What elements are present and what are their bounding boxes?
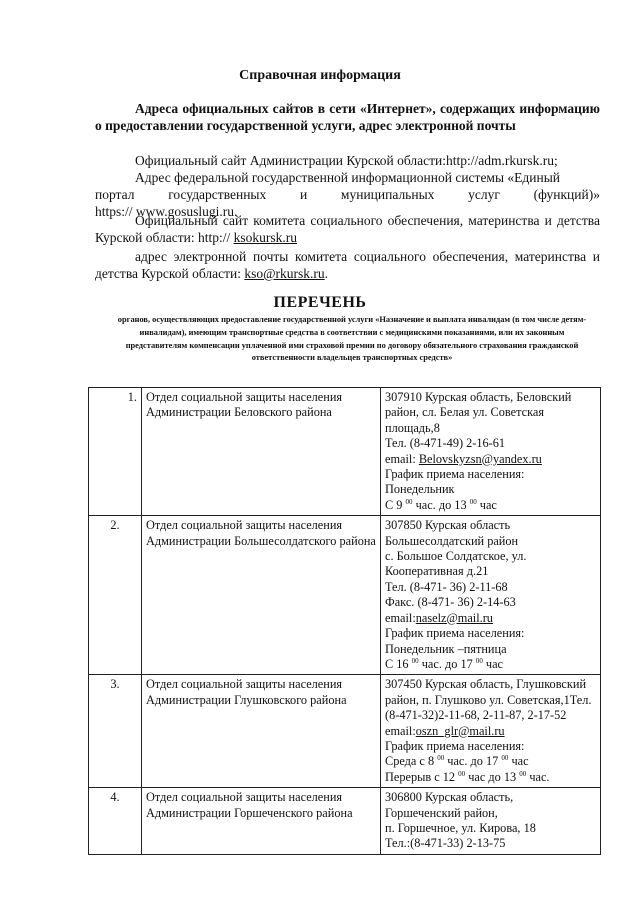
list-subtitle: органов, осуществляющих предоставление государственной услуги «Назначение и выплата инвалидам (в том числе детям-инвалидам), имеющим транспортные средства в соответствии с медицинскими показаниями, или их законным представителям компенсации уплаченной ими страховой премии по договору обязательного страхования гражданской ответственности владельцев транспортных средств» <box>117 315 587 363</box>
word: и <box>299 187 308 202</box>
schedule-days: Понедельник <box>385 482 455 497</box>
committee-email-text: адрес электронной почты комитета социального обеспечения, материнства и детства Курской области: <box>95 249 600 281</box>
email-line <box>385 611 596 626</box>
address: 307450 Курская область, Глушковский район, п. Глушково ул. Советская,1Тел. (8-471-32)2-11-68, 2-11-87, 2-17-52 <box>385 677 592 723</box>
committee-site-paragraph <box>95 212 600 246</box>
email-label: email: <box>385 610 416 625</box>
address: 307910 Курская область, Беловский район, сл. Белая ул. Советская площадь,8 <box>385 390 572 435</box>
address: 307850 Курская область <box>385 518 511 533</box>
schedule-label: График приема населения: <box>385 467 525 482</box>
word: муниципальных <box>340 187 435 202</box>
org-name: Отдел социальной защиты населения Администрации Глушковского района <box>142 675 381 788</box>
address: с. Большое Солдатское, ул. Кооперативная д.21 <box>385 549 527 579</box>
schedule-time: С 9 $^{00}$ час. до 13 $^{00}$ час <box>385 497 497 512</box>
email-line <box>385 724 596 739</box>
break-time: Перерыв с 12 $^{00}$ час до 13 $^{00}$ час. <box>385 769 550 784</box>
address: 306800 Курская область, <box>385 790 514 805</box>
word: (функций)» <box>533 187 600 202</box>
email-link[interactable]: naselz@mail.ru <box>415 610 493 625</box>
schedule-time: С 16 $^{00}$ час. до 17 $^{00}$ час <box>385 656 504 671</box>
sites-heading: Адреса официальных сайтов в сети «Интернет», содержащих информацию о предоставлении государственной услуги, адрес электронной почты <box>95 101 600 133</box>
org-name: Отдел социальной защиты населения Администрации Горшеченского района <box>142 788 381 855</box>
committee-email-link[interactable]: kso@rkursk.ru <box>244 266 325 281</box>
contact-cell <box>381 675 601 788</box>
email-label: email: <box>385 723 416 738</box>
row-number: 1. <box>89 388 142 516</box>
row-number: 4. <box>89 788 142 855</box>
gosuslugi-url: https:// www.gosuslugi.ru. <box>95 204 238 219</box>
contact-cell <box>381 788 601 855</box>
gosuslugi-line-b <box>95 186 600 203</box>
admin-site-line: Официальный сайт Администрации Курской области:http://adm.rkursk.ru; <box>135 153 558 168</box>
email-link[interactable]: oszn_glr@mail.ru <box>415 723 505 738</box>
address: Большесолдатский район <box>385 533 519 548</box>
address: Горшеченский район, <box>385 805 498 820</box>
table-row <box>89 788 601 855</box>
word: услуг <box>468 187 500 202</box>
table-row <box>89 388 601 516</box>
schedule-label: График приема населения: <box>385 738 525 753</box>
word: государственных <box>168 187 267 202</box>
committee-site-text: Официальный сайт комитета социального обеспечения, материнства и детства Курской области: http:// <box>95 213 600 245</box>
word: портал <box>95 187 135 202</box>
schedule-label: График приема населения: <box>385 626 525 641</box>
contact-cell <box>381 388 601 516</box>
offices-table <box>88 387 601 855</box>
list-title: ПЕРЕЧЕНЬ <box>273 294 367 311</box>
table-row <box>89 675 601 788</box>
org-name: Отдел социальной защиты населения Администрации Беловского района <box>142 388 381 516</box>
email-line <box>385 452 596 467</box>
schedule-time: Среда с 8 $^{00}$ час. до 17 $^{00}$ час <box>385 754 529 769</box>
schedule-days: Понедельник –пятница <box>385 641 507 656</box>
phone: Тел.:(8-471-33) 2-13-75 <box>385 836 506 851</box>
page-title: Справочная информация <box>239 68 401 83</box>
row-number: 2. <box>89 516 142 675</box>
address: п. Горшечное, ул. Кирова, 18 <box>385 820 536 835</box>
row-number: 3. <box>89 675 142 788</box>
phone: Тел. (8-471- 36) 2-11-68 <box>385 579 508 594</box>
table-row <box>89 516 601 675</box>
phone: Тел. (8-471-49) 2-16-61 <box>385 436 506 451</box>
gosuslugi-line-a: Адрес федеральной государственной информационной системы «Единый <box>135 170 561 185</box>
period: . <box>324 266 329 281</box>
fax: Факс. (8-471- 36) 2-14-63 <box>385 595 516 610</box>
email-label: email: <box>385 451 419 466</box>
committee-site-link[interactable]: ksokursk.ru <box>233 230 297 245</box>
email-link[interactable]: Belovskyzsn@yandex.ru <box>418 451 542 466</box>
committee-email-paragraph <box>95 248 600 282</box>
org-name: Отдел социальной защиты населения Администрации Большесолдатского района <box>142 516 381 675</box>
contact-cell <box>381 516 601 675</box>
